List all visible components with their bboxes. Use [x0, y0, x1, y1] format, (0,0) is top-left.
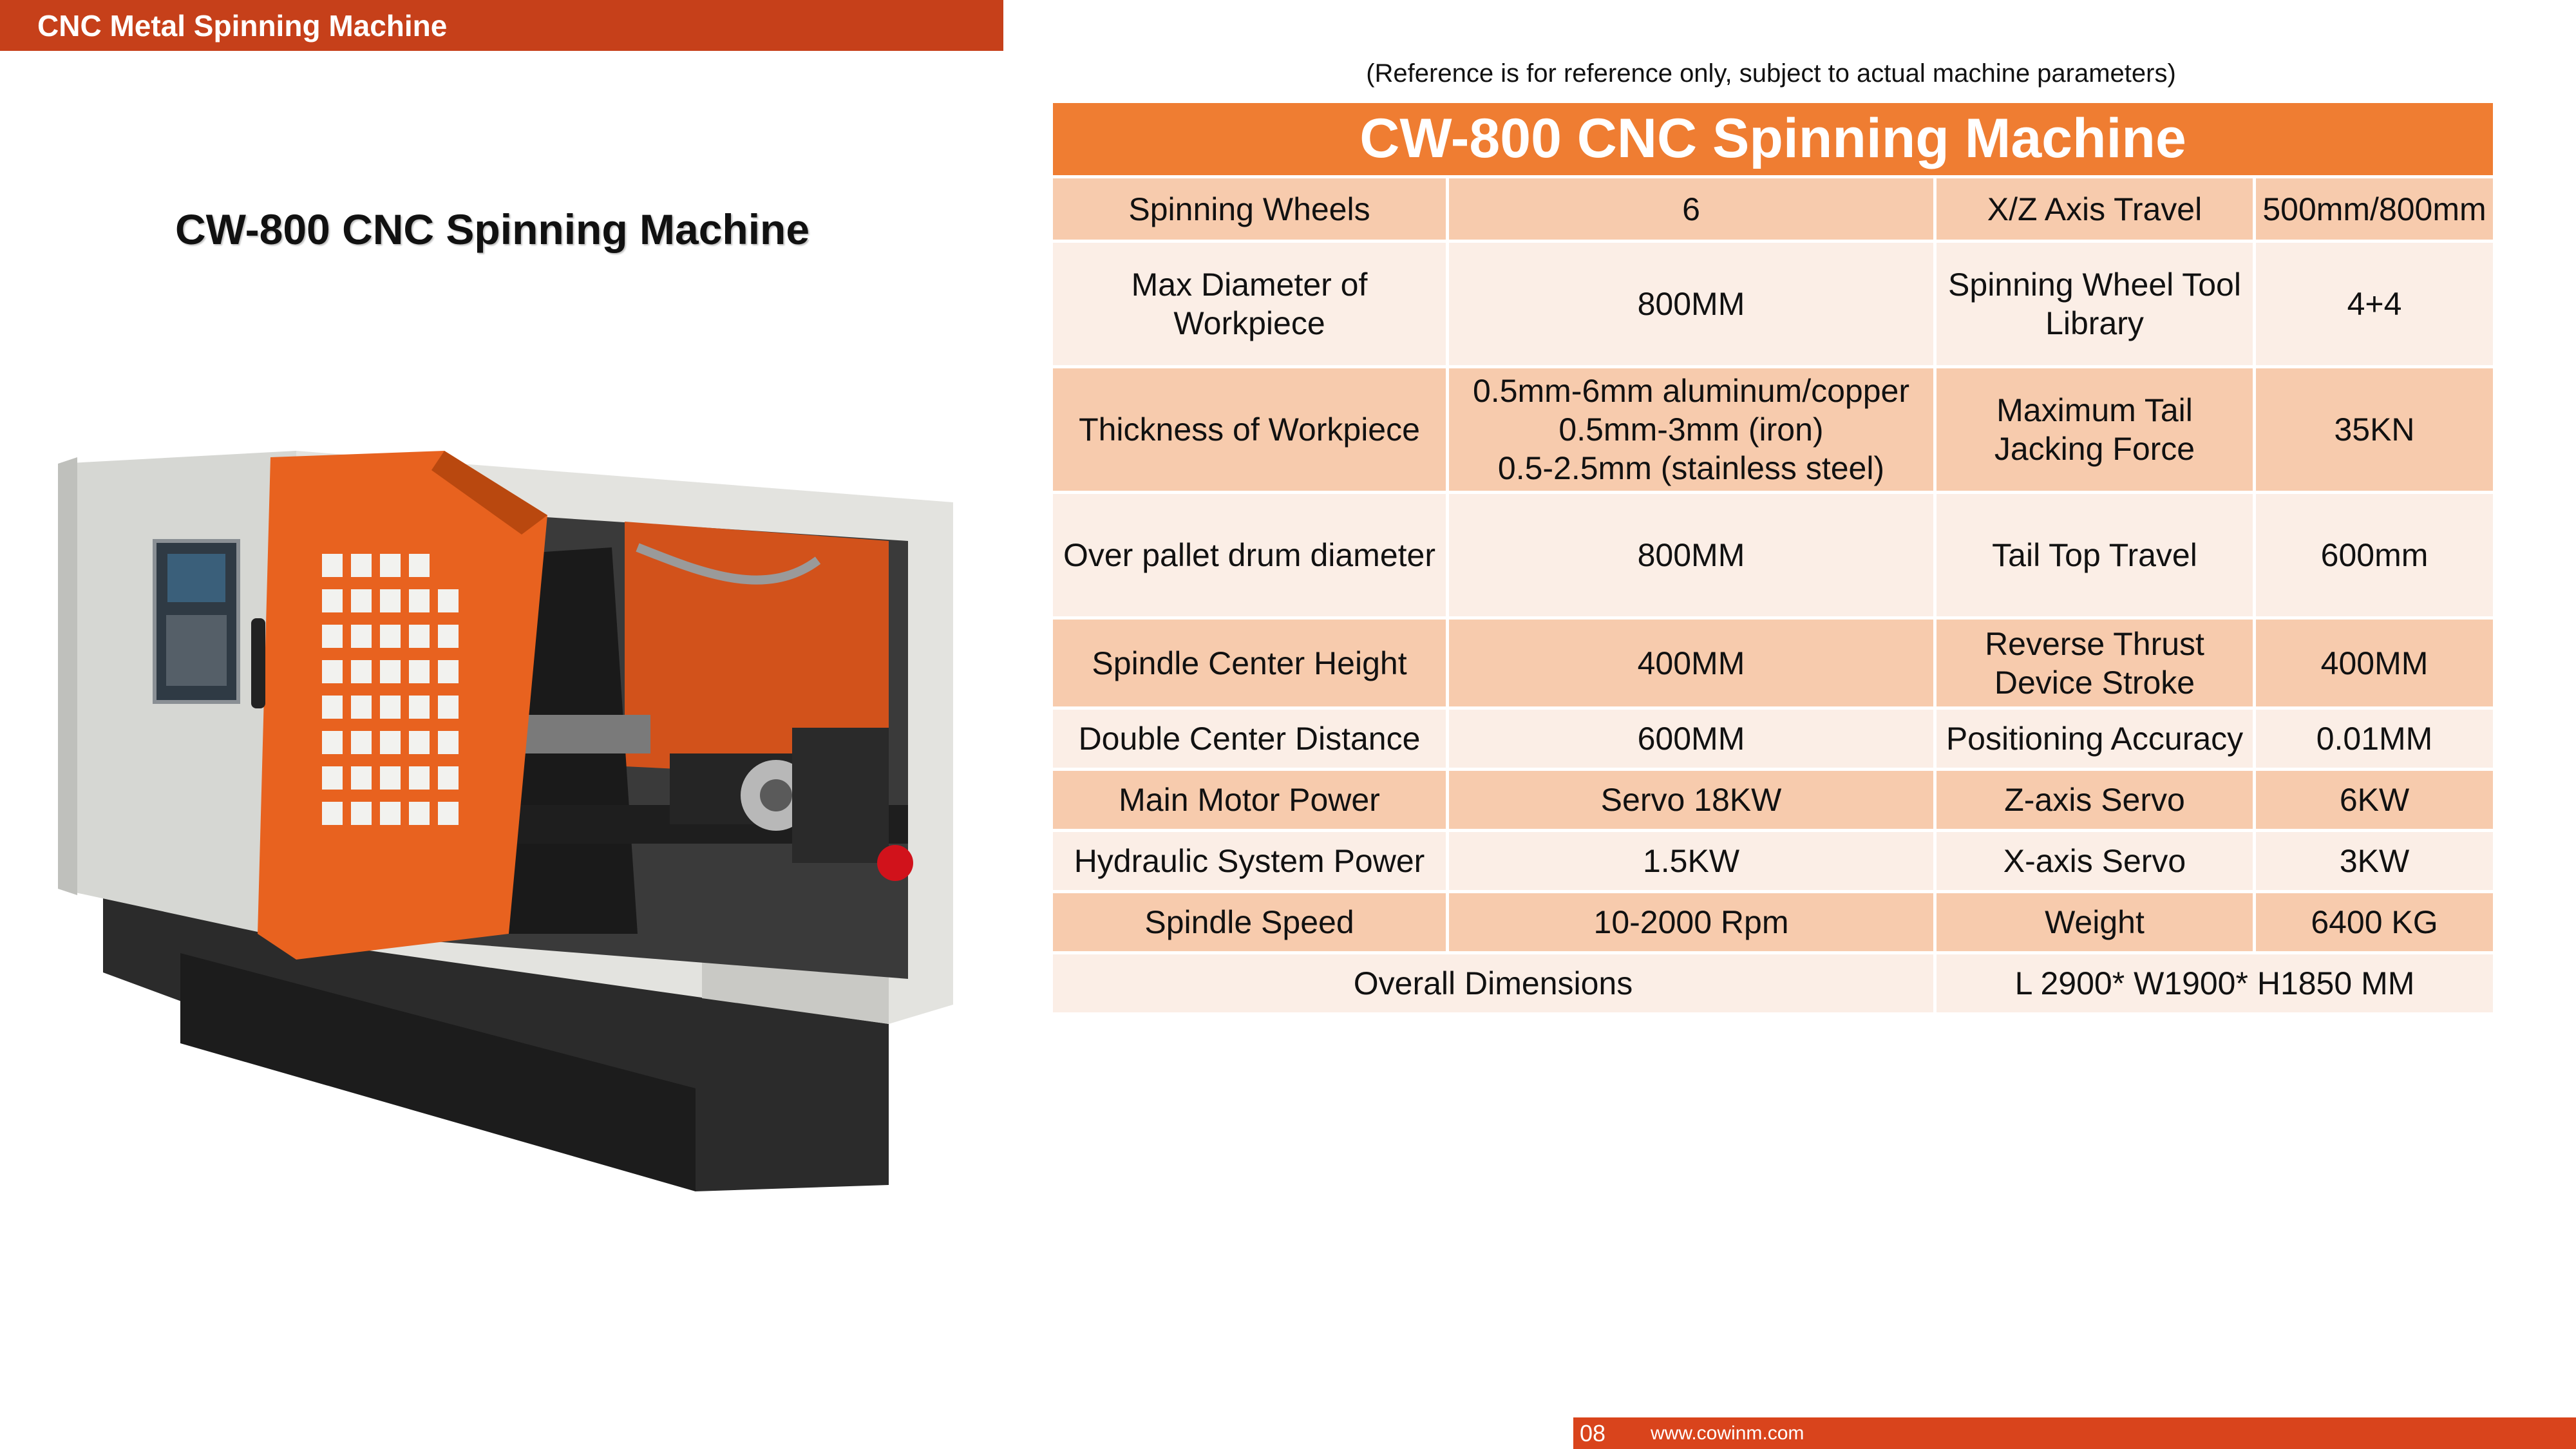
- footer-bar: [1573, 1417, 2576, 1449]
- table-row: [1052, 618, 2495, 708]
- table-row: [1052, 493, 2495, 618]
- spec-label: Main Motor Power: [1052, 770, 1448, 831]
- banner-title: CNC Metal Spinning Machine: [37, 8, 448, 43]
- table-row: [1052, 367, 2495, 493]
- spec-table: [1050, 100, 2496, 1016]
- spec-label: Spinning Wheels: [1052, 177, 1448, 242]
- product-title: CW-800 CNC Spinning Machine: [175, 205, 810, 253]
- spec-label: Spindle Speed: [1052, 892, 1448, 953]
- spec-value: 6400 KG: [2255, 892, 2495, 953]
- table-row: [1052, 770, 2495, 831]
- spec-table-title: CW-800 CNC Spinning Machine: [1052, 102, 2495, 177]
- spec-value: 3KW: [2255, 831, 2495, 892]
- spec-label: Double Center Distance: [1052, 708, 1448, 770]
- table-row: [1052, 177, 2495, 242]
- spec-label: Reverse Thrust Device Stroke: [1935, 618, 2255, 708]
- table-row: [1052, 708, 2495, 770]
- spec-label: Thickness of Workpiece: [1052, 367, 1448, 493]
- spec-label: Positioning Accuracy: [1935, 708, 2255, 770]
- spec-value: 800MM: [1448, 493, 1935, 618]
- spec-label: Max Diameter of Workpiece: [1052, 242, 1448, 367]
- spec-value: 0.5mm-6mm aluminum/copper 0.5mm-3mm (iron) 0.5-2.5mm (stainless steel): [1448, 367, 1935, 493]
- spec-value: 600mm: [2255, 493, 2495, 618]
- spec-value: 400MM: [1448, 618, 1935, 708]
- spec-label: Z-axis Servo: [1935, 770, 2255, 831]
- spec-label: Hydraulic System Power: [1052, 831, 1448, 892]
- spec-value: 10-2000 Rpm: [1448, 892, 1935, 953]
- spec-label: Overall Dimensions: [1052, 953, 1935, 1014]
- spec-label: Spinning Wheel Tool Library: [1935, 242, 2255, 367]
- table-row: [1052, 831, 2495, 892]
- table-row: [1052, 242, 2495, 367]
- disclaimer-text: (Reference is for reference only, subject to actual machine parameters): [1366, 59, 2176, 88]
- spec-value: 0.01MM: [2255, 708, 2495, 770]
- spec-value: L 2900* W1900* H1850 MM: [1935, 953, 2495, 1014]
- spec-label: X/Z Axis Travel: [1935, 177, 2255, 242]
- spec-label: Maximum Tail Jacking Force: [1935, 367, 2255, 493]
- spec-label: Tail Top Travel: [1935, 493, 2255, 618]
- spec-value: 6KW: [2255, 770, 2495, 831]
- page-number: 08: [1580, 1419, 1606, 1446]
- spec-value: 500mm/800mm: [2255, 177, 2495, 242]
- spec-value: Servo 18KW: [1448, 770, 1935, 831]
- table-row: [1052, 953, 2495, 1014]
- website-link[interactable]: www.cowinm.com: [1651, 1422, 1804, 1444]
- spec-value: 4+4: [2255, 242, 2495, 367]
- table-row: [1052, 892, 2495, 953]
- machine-photo: [58, 444, 972, 1198]
- spec-label: Spindle Center Height: [1052, 618, 1448, 708]
- spec-table-header: [1052, 102, 2495, 177]
- spec-value: 6: [1448, 177, 1935, 242]
- spec-value: 800MM: [1448, 242, 1935, 367]
- top-banner: [0, 0, 1003, 51]
- spec-label: Weight: [1935, 892, 2255, 953]
- spec-value: 400MM: [2255, 618, 2495, 708]
- spec-label: X-axis Servo: [1935, 831, 2255, 892]
- spec-label: Over pallet drum diameter: [1052, 493, 1448, 618]
- spec-value: 35KN: [2255, 367, 2495, 493]
- spec-value: 1.5KW: [1448, 831, 1935, 892]
- spec-value: 600MM: [1448, 708, 1935, 770]
